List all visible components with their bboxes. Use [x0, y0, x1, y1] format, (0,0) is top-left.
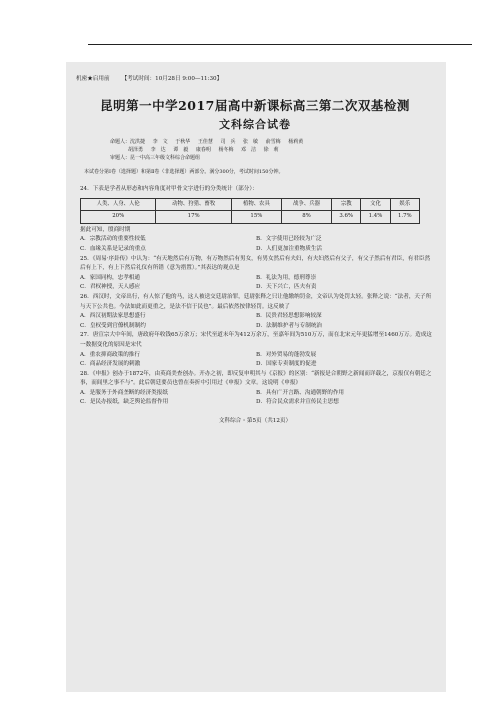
question-24-stem: 24．下表是学者从形态和内容角度对甲骨文字进行的分类统计（部分）：: [80, 186, 258, 192]
option-a: A．宗教活动的重要性较低: [80, 236, 146, 243]
author: 李 文: [152, 139, 168, 145]
table-cell: 战争、兵器: [281, 198, 331, 211]
option-d: D．天下兴亡，匹夫有责: [256, 284, 317, 291]
author: 邓 洁: [241, 147, 257, 153]
table-cell: 8%: [281, 211, 331, 224]
table-cell: 20%: [81, 211, 156, 224]
table-cell: 动物、狩猎、畜牧: [156, 198, 231, 211]
reviewers-row: 审题人：昆一中高三年级文科综合命题组: [110, 155, 201, 161]
classification-table: [80, 198, 420, 224]
option-b: B．具有广开言路、沟通朝野的作用: [256, 389, 345, 396]
option-c: C．君权神授，天人感应: [80, 284, 141, 291]
question-27-stem: 27．唐宣宗大中年间，唐政府年收钱65万余万；宋代至道末年为412万余万，至嘉年间为510万万，而在北宋元年更猛增至1460万万。造成这一数据变化的原因是宋代: [80, 332, 432, 348]
authors-row-2: [128, 146, 440, 154]
author: 俞雪梅: [265, 139, 281, 145]
question-26-options: [80, 312, 432, 331]
top-rule: [88, 44, 472, 45]
author: 张 敏: [243, 139, 259, 145]
table-cell: 人类、人身、人伦: [81, 198, 156, 211]
question-25-options: [80, 274, 432, 293]
option-d: D．法制维护者与专制统治: [256, 322, 323, 329]
option-b: B．对外贸易的蓬勃发展: [256, 351, 317, 358]
option-b: B．礼法为用，德刑尊崇: [256, 274, 317, 281]
exam-page: [70, 74, 440, 424]
authors-row-1: [110, 138, 440, 146]
option-c: C．皇权受到官僚机制制约: [80, 322, 146, 329]
author: 杨莉黄: [288, 139, 304, 145]
table-cell: 3.6%: [332, 211, 361, 224]
author: 胡泽勇: [128, 147, 144, 153]
author: 杨冬梅: [218, 147, 234, 153]
question-24-options: [80, 235, 432, 254]
question-26-stem: 26．西汉时，文帝出行，有人惊了他的马，这人被送交廷尉治罪，廷尉张释之只让他缴纳罚金，文帝认为处罚太轻。张释之说：“法者，天子所与天下公共也。今法如此而更重之，是法不信于民也”。最后依然按律轻罚。这反映了: [80, 293, 432, 310]
exam-note: 本试卷分第Ⅰ卷（选择题）和第Ⅱ卷（非选择题）两部分。满分300分，考试时间150分钟。: [84, 169, 284, 175]
author: 康春明: [195, 147, 211, 153]
author: 命题人：沈洪捷: [110, 139, 146, 145]
table-cell: 文化: [361, 198, 390, 211]
option-a: A．重农抑商政策的推行: [80, 351, 140, 358]
option-a: A．家国同构，忠孝相通: [80, 274, 140, 281]
option-a: A．是服务于外商垄断的经济类报纸: [80, 389, 168, 396]
exam-title: 昆明第一中学2017届高中新课标高三第二次双基检测: [100, 98, 410, 113]
option-b: B．文字使用已经较为广泛: [256, 236, 322, 243]
header-line: [76, 74, 440, 82]
author: 徐 莉: [263, 147, 279, 153]
table-cell: 17%: [156, 211, 231, 224]
question-28-options: [80, 389, 432, 408]
option-d: D．人们更加注重物质生活: [256, 245, 323, 252]
question-27-options: [80, 351, 432, 370]
table-cell: 植物、农具: [231, 198, 281, 211]
question-24-table-wrap: [80, 198, 432, 224]
author: 李 达: [150, 147, 166, 153]
exam-time: 【考试时间：10月28日 9:00—11:30】: [121, 76, 223, 82]
page-footer: 文科综合・第5页（共12页）: [218, 418, 292, 425]
option-c: C．是民办报纸，缺乏舆论监督作用: [80, 399, 169, 406]
exam-subtitle: 文科综合试卷: [219, 118, 291, 131]
option-a: A．西汉初期法家思想盛行: [80, 313, 146, 320]
authors-block: [110, 138, 440, 162]
table-cell: 娱乐: [390, 198, 419, 211]
author: 谭 毅: [173, 147, 189, 153]
question-28-stem: 28．《申报》创办于1872年，由英商美查创办。开办之初，即反复申明其与《京报》的区别：“新报是合朝野之新闻而详载之，京报仅有朝廷之事，而闾里之事不与”。此后朝廷要员也曾在奏折中引用过《申报》文章。这说明《申报》: [80, 370, 432, 387]
author: 于秋华: [175, 139, 191, 145]
author: 王佳慧: [197, 139, 213, 145]
author: 司 兵: [220, 139, 236, 145]
question-24-lead: 据此可知，殷商时期: [80, 226, 131, 233]
option-c: C．商品经济发展的刺激: [80, 361, 141, 368]
option-d: D．符合民众需求并宣传民主思想: [256, 399, 339, 406]
table-cell: 1.4%: [361, 211, 390, 224]
secret-label: 机密★启用前: [76, 76, 110, 82]
table-row: [81, 211, 420, 224]
option-b: B．民贵君轻思想影响较深: [256, 313, 322, 320]
table-cell: 1.7%: [390, 211, 419, 224]
table-cell: 15%: [231, 211, 281, 224]
option-d: D．国家专卖制度的促进: [256, 361, 317, 368]
table-header-row: [81, 198, 420, 211]
table-cell: 宗教: [332, 198, 361, 211]
question-25-stem: 25．《周易·序卦传》中认为：“有天地然后有万物，有万物然后有男女，有男女然后有夫妇，有夫妇然后有父子，有父子然后有君臣，有君臣然后有上下，有上下然后礼仪有所错（意为措置）。”其表达的观点是: [80, 255, 431, 272]
option-c: C．血缘关系是记录的重点: [80, 245, 146, 252]
